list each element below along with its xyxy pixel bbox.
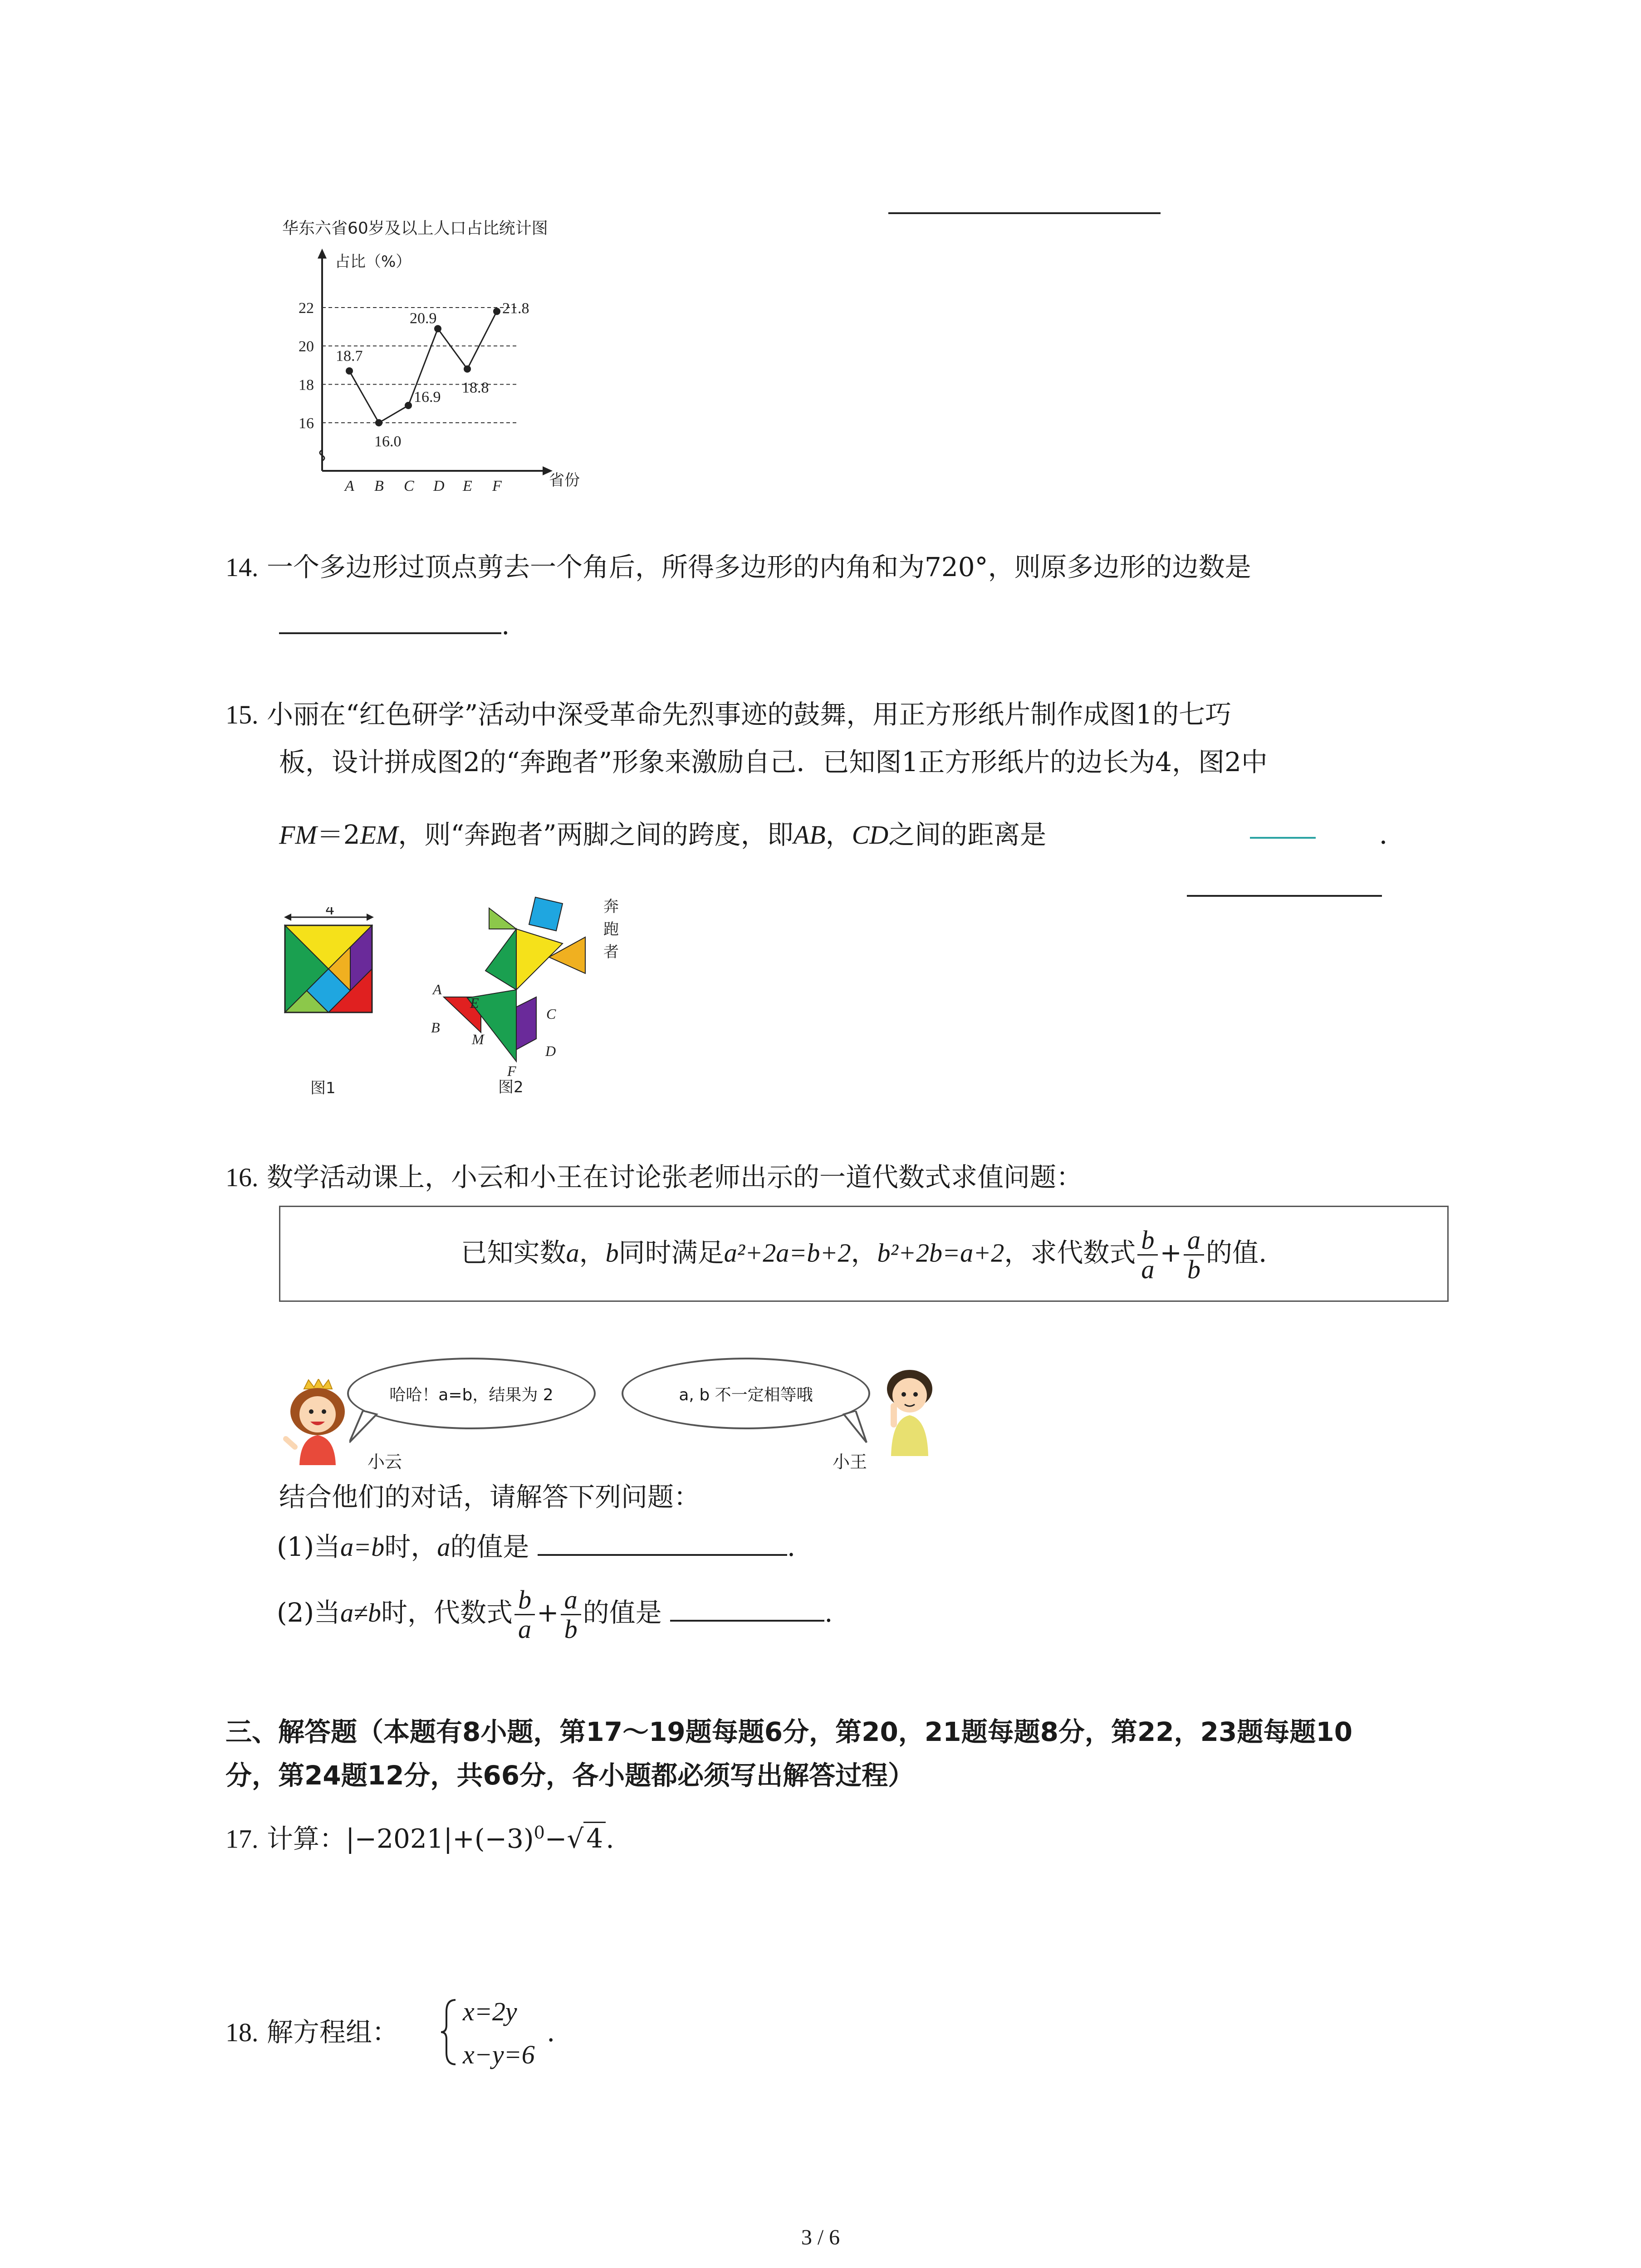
question-number: 17. bbox=[225, 1824, 259, 1854]
bubble-left-text: 哈哈！a=b，结果为 2 bbox=[389, 1386, 554, 1404]
y-tick-label: 16 bbox=[299, 415, 314, 432]
data-label: 21.8 bbox=[502, 300, 529, 317]
answer-blank-q13[interactable] bbox=[888, 212, 1161, 214]
section-3-heading: 三、解答题（本题有8小题，第17～19题每题6分，第20，21题每题8分，第22，23题每题10 分，第24题12分，共66分，各小题都必须写出解答过程） bbox=[225, 1716, 1353, 1791]
data-point bbox=[405, 402, 412, 409]
question-15-line2 bbox=[279, 744, 1268, 780]
crown-icon bbox=[304, 1379, 332, 1389]
series-line bbox=[349, 311, 497, 423]
question-16-part1: (1)当a=b时，a的值是 . bbox=[277, 1529, 795, 1565]
answer-blank[interactable] bbox=[279, 607, 501, 634]
answer-blank[interactable] bbox=[538, 1529, 787, 1556]
bubble-right-tail bbox=[830, 1411, 871, 1447]
question-18: 18. 解方程组： bbox=[225, 2017, 398, 2048]
bubble-right-text: a, b 不一定相等哦 bbox=[679, 1386, 813, 1404]
figure-2-title: 奔 bbox=[603, 898, 619, 916]
page-number: 3 / 6 bbox=[801, 2225, 840, 2249]
question-15-line1 bbox=[225, 696, 1231, 733]
question-16 bbox=[225, 1159, 1083, 1196]
point-label: B bbox=[431, 1019, 440, 1036]
figure-2 bbox=[417, 889, 635, 1107]
question-15-end: ． bbox=[1379, 819, 1406, 850]
avatar-xiaoyun bbox=[281, 1379, 354, 1465]
arrow-right-icon bbox=[367, 914, 374, 921]
question-number: 14. bbox=[225, 552, 259, 582]
question-number: 15. bbox=[225, 700, 259, 729]
x-axis-label: 省份 bbox=[549, 471, 580, 489]
question-18-end: . bbox=[547, 2017, 555, 2048]
bubble-left-tail bbox=[349, 1411, 386, 1447]
problem-box bbox=[279, 1206, 1449, 1302]
question-14-answer: . bbox=[279, 607, 509, 643]
point-label: E bbox=[470, 995, 479, 1011]
figure-2-title: 者 bbox=[603, 943, 619, 961]
data-label: 20.9 bbox=[410, 310, 437, 327]
tangram-piece bbox=[485, 929, 516, 990]
line-chart bbox=[272, 213, 590, 503]
face bbox=[299, 1396, 336, 1432]
problem-statement: 已知实数a，b同时满足a²+2a=b+2，b²+2b=a+2，求代数式 $\frac{b}{a}$ + $\frac{a}{b}$ 的值. bbox=[460, 1225, 1267, 1284]
question-15-line3: FM＝2EM，则“奔跑者”两脚之间的跨度，即AB，CD之间的距离是 bbox=[279, 819, 1047, 850]
x-tick-label: B bbox=[374, 478, 384, 494]
tangram-piece bbox=[529, 897, 563, 931]
figure-2-caption: 图2 bbox=[498, 1078, 524, 1096]
chart-svg bbox=[272, 213, 590, 503]
point-label: M bbox=[472, 1031, 484, 1047]
equation-1: x=2y bbox=[463, 1997, 517, 2026]
fraction: $\frac{b}{a}$ bbox=[514, 1586, 535, 1643]
side-length-label: 4 bbox=[325, 907, 335, 918]
y-axis-label: 占比（%） bbox=[335, 253, 411, 271]
tangram-piece bbox=[489, 908, 516, 929]
fraction: $\frac{a}{b}$ bbox=[561, 1586, 581, 1643]
question-number: 18. bbox=[225, 2018, 259, 2047]
data-point bbox=[464, 365, 471, 372]
data-label: 16.0 bbox=[374, 433, 402, 450]
name-xiaowang: 小王 bbox=[833, 1452, 867, 1472]
equation-2: x−y=6 bbox=[463, 2040, 535, 2069]
body bbox=[299, 1435, 336, 1465]
avatar-xiaowang bbox=[876, 1365, 944, 1456]
x-tick-label: F bbox=[492, 478, 502, 494]
figure-2-title: 跑 bbox=[603, 920, 619, 938]
face bbox=[892, 1378, 927, 1413]
figure-1 bbox=[281, 907, 381, 1107]
radicand: 4 bbox=[583, 1822, 606, 1854]
x-tick-label: D bbox=[433, 478, 445, 494]
question-number: 16. bbox=[225, 1163, 259, 1192]
answer-blank-q15[interactable] bbox=[1187, 895, 1382, 897]
equation-system-brace-icon bbox=[440, 1998, 458, 2068]
y-axis-arrow-icon bbox=[318, 249, 327, 259]
question-text: 一个多边形过顶点剪去一个角后，所得多边形的内角和为720°，则原多边形的边数是 bbox=[266, 552, 1251, 582]
question-text-line2: 板，设计拼成图2的“奔跑者”形象来激励自己．已知图1正方形纸片的边长为4，图2中 bbox=[279, 747, 1268, 777]
y-tick-label: 18 bbox=[299, 376, 314, 394]
y-tick-label: 20 bbox=[299, 338, 314, 355]
question-17: 17. 计算：$|-2021|+(-3)^0-√$ 4 . bbox=[225, 1823, 614, 1854]
question-text: 数学活动课上，小云和小王在讨论张老师出示的一道代数式求值问题： bbox=[266, 1162, 1083, 1193]
x-tick-label: A bbox=[345, 478, 354, 494]
answer-hint-line bbox=[1250, 837, 1316, 839]
question-16-prompt: 结合他们的对话，请解答下列问题： bbox=[279, 1481, 700, 1512]
arrow-left-icon bbox=[284, 914, 291, 921]
question-text-line1: 小丽在“红色研学”活动中深受革命先烈事迹的鼓舞，用正方形纸片制作成图1的七巧 bbox=[266, 699, 1232, 730]
data-label: 18.7 bbox=[336, 347, 363, 365]
data-point bbox=[346, 367, 353, 375]
name-xiaoyun: 小云 bbox=[367, 1452, 402, 1472]
sqrt-sign-icon: √ bbox=[567, 1823, 584, 1854]
question-16-part2: (2)当a≠b时，代数式 $\frac{b}{a}$ + $\frac{a}{b}$ 的值是 . bbox=[277, 1585, 833, 1644]
question-14 bbox=[225, 549, 1251, 586]
x-tick-label: C bbox=[404, 478, 414, 494]
x-tick-label: E bbox=[463, 478, 472, 494]
point-label: C bbox=[546, 1006, 556, 1022]
point-label: D bbox=[545, 1043, 556, 1059]
fraction: $\frac{a}{b}$ bbox=[1184, 1226, 1204, 1284]
data-point bbox=[493, 308, 500, 315]
y-tick-label: 22 bbox=[299, 300, 314, 317]
point-label: F bbox=[507, 1063, 516, 1079]
fraction: $\frac{b}{a}$ bbox=[1137, 1226, 1158, 1284]
data-label: 18.8 bbox=[462, 379, 489, 396]
data-point bbox=[375, 419, 382, 426]
answer-blank[interactable] bbox=[670, 1594, 824, 1622]
data-label: 16.9 bbox=[414, 388, 441, 406]
point-label: A bbox=[433, 981, 442, 997]
chart-title: 华东六省60岁及以上人口占比统计图 bbox=[282, 219, 548, 238]
figure-1-caption: 图1 bbox=[310, 1079, 336, 1097]
tangram-piece bbox=[516, 997, 536, 1050]
